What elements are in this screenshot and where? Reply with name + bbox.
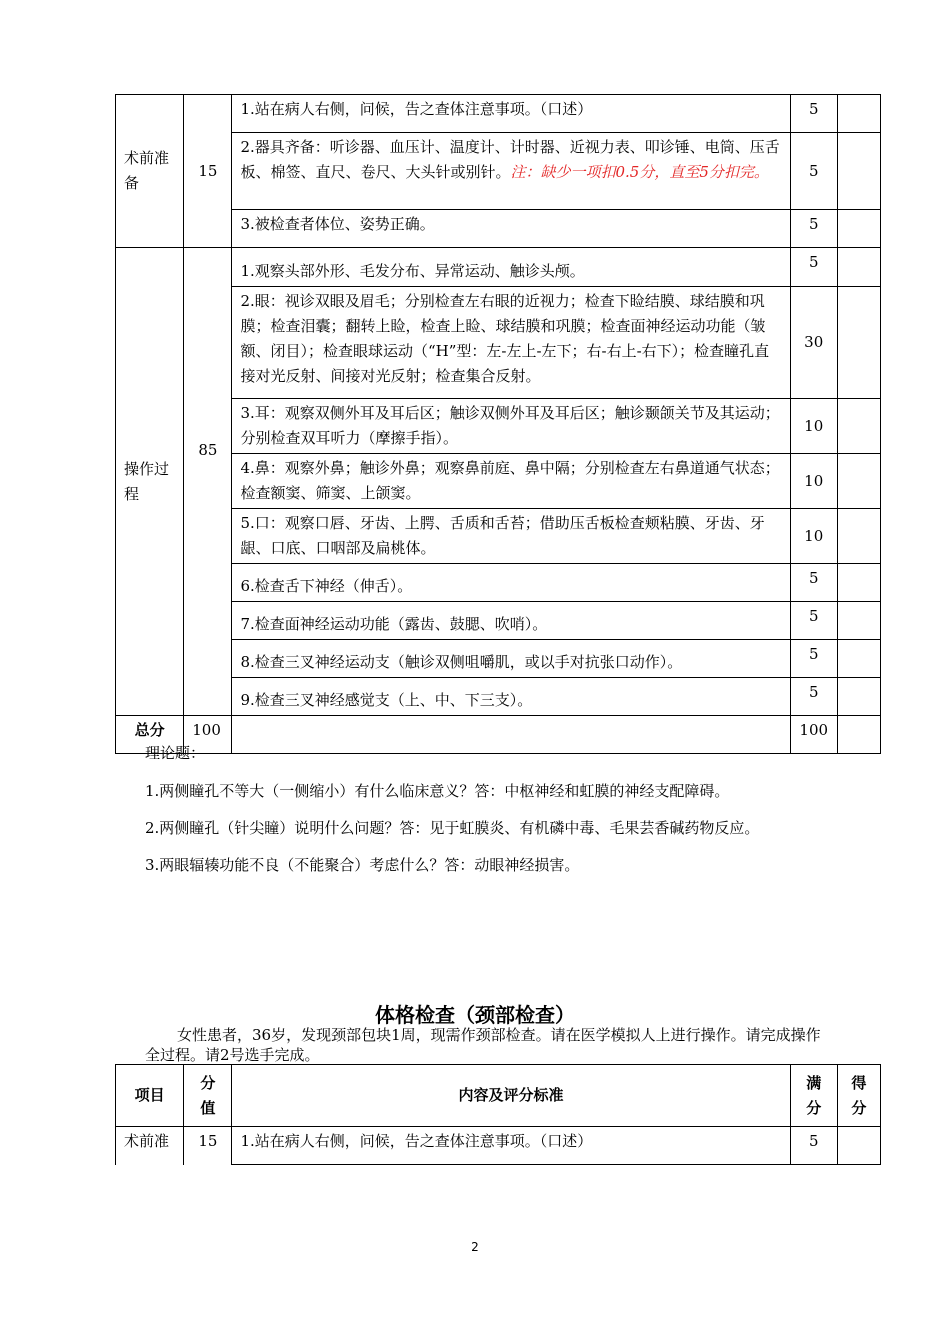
content-cell: 5.口：观察口唇、牙齿、上腭、舌质和舌苔；借助压舌板检查颊粘膜、牙齿、牙龈、口底、口咽部及扁桃体。: [232, 509, 790, 564]
got-score-cell: [837, 454, 880, 509]
full-score-cell: 5: [790, 133, 837, 210]
section-title: 体格检查（颈部检查）: [375, 1003, 575, 1027]
content-cell: 1.站在病人右侧，问候，告之查体注意事项。（口述）: [232, 95, 790, 133]
content-cell: 8.检查三叉神经运动支（触诊双侧咀嚼肌，或以手对抗张口动作）。: [232, 640, 790, 678]
content-cell: 2.眼：视诊双眼及眉毛；分别检查左右眼的近视力；检查下睑结膜、球结膜和巩膜；检查泪囊；翻转上睑，检查上睑、球结膜和巩膜；检查面神经运动功能（皱额、闭目）；检查眼球运动（“H”型：左-左上-左下；右-右上-右下）；检查瞳孔直接对光反射、间接对光反射；检查集合反射。: [232, 287, 790, 399]
got-score-cell: [837, 564, 880, 602]
full-score-cell: 10: [790, 509, 837, 564]
got-score-cell: [837, 133, 880, 210]
deduction-note: 注：缺少一项扣0.5分，直至5分扣完。: [510, 163, 769, 181]
full-score-cell: 5: [790, 1127, 837, 1165]
score-cell: 15: [184, 1127, 232, 1165]
content-cell: 4.鼻：观察外鼻；触诊外鼻；观察鼻前庭、鼻中隔；分别检查左右鼻道通气状态；检查额窦、筛窦、上颌窦。: [232, 454, 790, 509]
got-score-cell: [837, 210, 880, 248]
got-score-cell: [837, 602, 880, 640]
got-score-cell: [837, 678, 880, 716]
header-full: 满分: [790, 1065, 837, 1127]
full-score-cell: 5: [790, 602, 837, 640]
got-score-cell: [837, 248, 880, 287]
content-cell: [232, 133, 790, 210]
full-score-cell: 5: [790, 564, 837, 602]
full-score-cell: 10: [790, 399, 837, 454]
table-row-total: [116, 716, 881, 754]
header-score: 分值: [184, 1065, 232, 1127]
total-got-score: [837, 716, 880, 754]
content-cell: 3.耳：观察双侧外耳及耳后区；触诊双侧外耳及耳后区；触诊颞颌关节及其运动；分别检查双耳听力（摩擦手指）。: [232, 399, 790, 454]
content-text: 2.器具齐备：听诊器、血压计、温度计、计时器、近视力表、叩诊锤、电筒、压舌板、棉签、直尺、卷尺、大头针或别针。: [240, 138, 780, 181]
full-score-cell: 30: [790, 287, 837, 399]
table-row: [116, 1127, 881, 1165]
got-score-cell: [837, 1127, 880, 1165]
scoring-table-head-exam: [115, 94, 881, 754]
full-score-cell: 5: [790, 95, 837, 133]
table-header-row: [116, 1065, 881, 1127]
table-row: [116, 248, 881, 287]
theory-question-2: 2.两侧瞳孔（针尖瞳）说明什么问题？答：见于虹膜炎、有机磷中毒、毛果芸香碱药物反应。: [145, 819, 760, 837]
project-cell: 术前准: [116, 1127, 184, 1165]
total-full-score: 100: [790, 716, 837, 754]
full-score-cell: 5: [790, 210, 837, 248]
got-score-cell: [837, 287, 880, 399]
theory-heading: 理论题：: [145, 744, 206, 762]
full-score-cell: 5: [790, 678, 837, 716]
content-cell: 3.被检查者体位、姿势正确。: [232, 210, 790, 248]
full-score-cell: 10: [790, 454, 837, 509]
content-cell: 1.站在病人右侧，问候，告之查体注意事项。（口述）: [232, 1127, 790, 1165]
got-score-cell: [837, 399, 880, 454]
total-content-cell: [232, 716, 790, 754]
theory-question-3: 3.两眼辐辏功能不良（不能聚合）考虑什么？答：动眼神经损害。: [145, 856, 580, 874]
page-number: 2: [471, 1240, 479, 1254]
got-score-cell: [837, 509, 880, 564]
table-row: [116, 95, 881, 133]
full-score-cell: 5: [790, 248, 837, 287]
header-content: 内容及评分标准: [232, 1065, 790, 1127]
content-cell: 7.检查面神经运动功能（露齿、鼓腮、吹哨）。: [232, 602, 790, 640]
full-score-cell: 5: [790, 640, 837, 678]
got-score-cell: [837, 95, 880, 133]
header-got: 得分: [837, 1065, 880, 1127]
content-cell: 9.检查三叉神经感觉支（上、中、下三支）。: [232, 678, 790, 716]
score-cell: 85: [184, 248, 232, 716]
theory-question-1: 1.两侧瞳孔不等大（一侧缩小）有什么临床意义？答：中枢神经和虹膜的神经支配障碍。: [145, 782, 730, 800]
total-label: 总分: [116, 716, 184, 754]
project-cell: 术前准备: [116, 95, 184, 248]
score-cell: 15: [184, 95, 232, 248]
scoring-table-neck-exam: [115, 1064, 881, 1165]
header-project: 项目: [116, 1065, 184, 1127]
content-cell: 6.检查舌下神经（伸舌）。: [232, 564, 790, 602]
total-score: 100: [184, 716, 232, 754]
content-cell: 1.观察头部外形、毛发分布、异常运动、触诊头颅。: [232, 248, 790, 287]
case-intro: 女性患者，36岁，发现颈部包块1周，现需作颈部检查。请在医学模拟人上进行操作。请完成操作全过程。请2号选手完成。: [145, 1026, 821, 1064]
project-cell: 操作过程: [116, 248, 184, 716]
got-score-cell: [837, 640, 880, 678]
